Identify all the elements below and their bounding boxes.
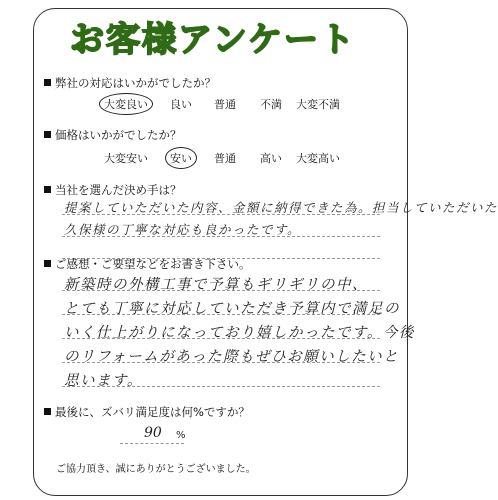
thank-you-note: ご協力頂き、誠にありがとうございました。	[56, 464, 256, 475]
option-service-4[interactable]: 大変不満	[296, 98, 340, 111]
question-service-label: 弊社の対応はいかがでしたか？	[55, 76, 216, 90]
question-comments	[44, 256, 251, 272]
question-comments-label: ご感想・ご要望などをお書き下さい。	[55, 257, 251, 271]
answer-comments-line: のリフォームがあった際もぜひお願いしたいと	[64, 349, 400, 365]
bullet-square-icon	[44, 408, 51, 415]
option-service-1[interactable]: 良い	[170, 98, 192, 111]
satisfaction-unit: %	[176, 430, 186, 441]
bullet-square-icon	[44, 260, 51, 267]
option-price-1[interactable]: 安い	[165, 147, 197, 169]
survey-title: お客様アンケート	[70, 20, 356, 60]
question-reason	[44, 182, 182, 198]
answer-reason-line: 提案していただいた内容、金額に納得できた為。担当していただいた	[64, 200, 498, 215]
question-satisfaction	[44, 404, 250, 420]
answer-comments-line: 思います。	[64, 373, 143, 389]
answer-comments-line: 新築時の外構工事で予算もギリギリの中、	[64, 277, 368, 293]
bullet-square-icon	[44, 131, 51, 138]
satisfaction-value: 90	[144, 425, 162, 441]
question-price-label: 価格はいかがでしたか？	[55, 128, 182, 142]
answer-comments-line: いく仕上がりになっており嬉しかったです。今後	[64, 325, 415, 341]
bullet-square-icon	[44, 79, 51, 86]
question-reason-label: 当社を選んだ決め手は？	[55, 183, 182, 197]
question-price	[44, 127, 182, 143]
option-price-3[interactable]: 高い	[260, 152, 282, 165]
satisfaction-field[interactable]	[120, 425, 184, 444]
option-price-4[interactable]: 大変高い	[296, 152, 340, 165]
option-service-2[interactable]: 普通	[214, 98, 236, 111]
question-service	[44, 75, 216, 91]
answer-comments-line: とても丁寧に対応していただき予算内で満足の	[64, 301, 400, 317]
answer-reason-line: 久保様の丁寧な対応も良かったです。	[64, 222, 302, 237]
question-satisfaction-label: 最後に、ズバリ満足度は何%ですか？	[55, 405, 250, 419]
option-service-0[interactable]: 大変良い	[99, 93, 153, 115]
option-price-0[interactable]: 大変安い	[104, 152, 148, 165]
option-price-2[interactable]: 普通	[214, 152, 236, 165]
option-service-3[interactable]: 不満	[260, 98, 282, 111]
bullet-square-icon	[44, 186, 51, 193]
